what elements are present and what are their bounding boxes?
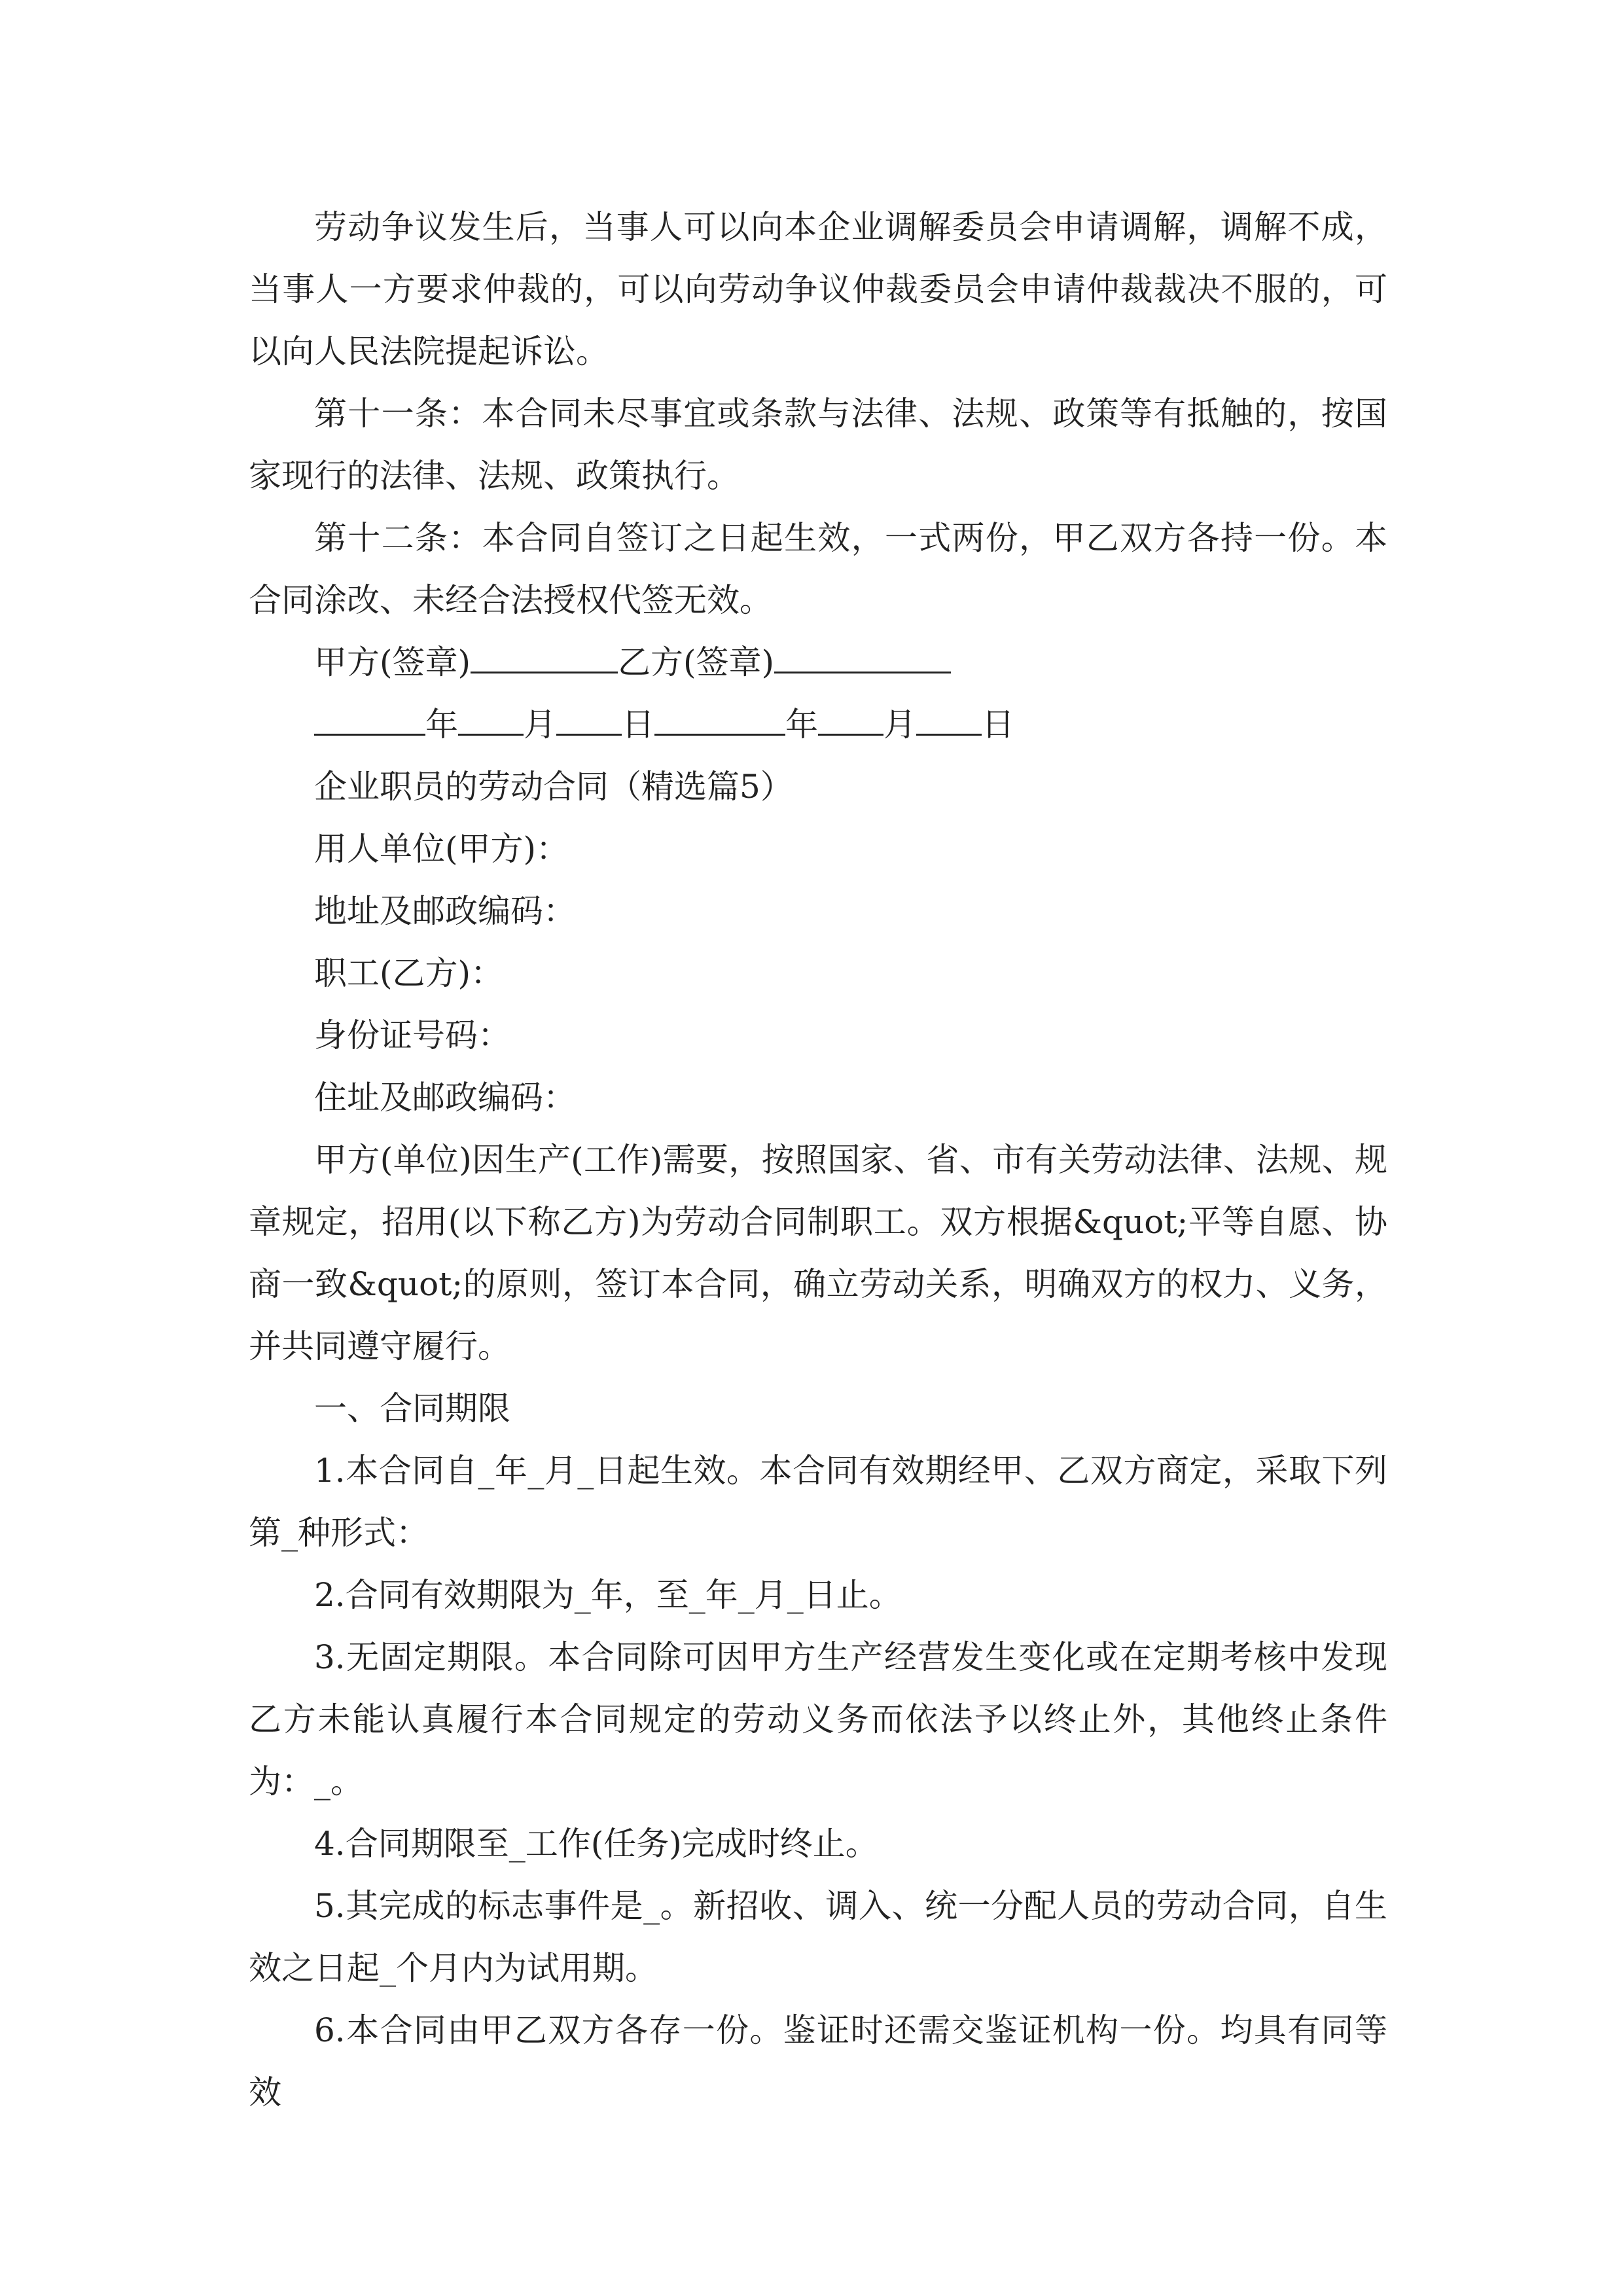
date-a-day: 日 xyxy=(622,706,654,744)
clause-5: 5.其完成的标志事件是_。新招收、调入、统一分配人员的劳动合同，自生效之日起_个月内为试用期。 xyxy=(249,1887,1387,1987)
date-b-month: 月 xyxy=(883,706,916,744)
paragraph-labor-dispute: 劳动争议发生后，当事人可以向本企业调解委员会申请调解，调解不成，当事人一方要求仲裁的，可以向劳动争议仲裁委员会申请仲裁裁决不服的，可以向人民法院提起诉讼。 xyxy=(249,208,1387,370)
employer-field: 用人单位(甲方)： xyxy=(314,830,569,868)
document-body xyxy=(249,196,1387,2124)
date-b-day: 日 xyxy=(982,706,1014,744)
paragraph-article-11: 第十一条：本合同未尽事宜或条款与法律、法规、政策等有抵触的，按国家现行的法律、法规、政策执行。 xyxy=(249,395,1387,495)
date-b-year-blank xyxy=(654,705,785,736)
clause-1: 1.本合同自_年_月_日起生效。本合同有效期经甲、乙双方商定，采取下列第_种形式： xyxy=(249,1452,1387,1552)
party-b-blank xyxy=(774,643,951,673)
date-a-month-blank xyxy=(458,705,524,736)
clause-6: 6.本合同由甲乙双方各存一份。鉴证时还需交鉴证机构一份。均具有同等效 xyxy=(249,2011,1387,2111)
party-a-label: 甲方(签章) xyxy=(314,643,471,681)
employer-address-field: 地址及邮政编码： xyxy=(314,892,576,930)
heading-contract-term: 一、合同期限 xyxy=(314,1390,510,1427)
clause-4: 4.合同期限至_工作(任务)完成时终止。 xyxy=(314,1825,878,1863)
id-number-field: 身份证号码： xyxy=(314,1016,510,1054)
section-title: 企业职员的劳动合同（精选篇5） xyxy=(314,768,793,806)
signature-line xyxy=(249,632,1387,694)
party-b-label: 乙方(签章) xyxy=(618,643,775,681)
employee-address-field: 住址及邮政编码： xyxy=(314,1079,576,1117)
date-line xyxy=(249,694,1387,756)
date-b-day-blank xyxy=(916,705,982,736)
date-b-month-blank xyxy=(818,705,883,736)
paragraph-preamble: 甲方(单位)因生产(工作)需要，按照国家、省、市有关劳动法律、法规、规章规定，招用(以下称乙方)为劳动合同制职工。双方根据&quot;平等自愿、协商一致&quot;的原则，签订本合同，确立劳动关系，明确双方的权力、义务，并共同遵守履行。 xyxy=(249,1141,1387,1365)
date-a-month: 月 xyxy=(524,706,556,744)
clause-3: 3.无固定期限。本合同除可因甲方生产经营发生变化或在定期考核中发现乙方未能认真履行本合同规定的劳动义务而依法予以终止外，其他终止条件为：_。 xyxy=(249,1638,1387,1801)
employee-field: 职工(乙方)： xyxy=(314,954,504,992)
party-a-blank xyxy=(471,643,618,673)
date-a-year-blank xyxy=(314,705,425,736)
paragraph-article-12: 第十二条：本合同自签订之日起生效，一式两份，甲乙双方各持一份。本合同涂改、未经合法授权代签无效。 xyxy=(249,519,1387,619)
date-a-day-blank xyxy=(556,705,622,736)
date-b-year: 年 xyxy=(785,706,818,744)
date-a-year: 年 xyxy=(425,706,458,744)
clause-2: 2.合同有效期限为_年，至_年_月_日止。 xyxy=(314,1576,902,1614)
